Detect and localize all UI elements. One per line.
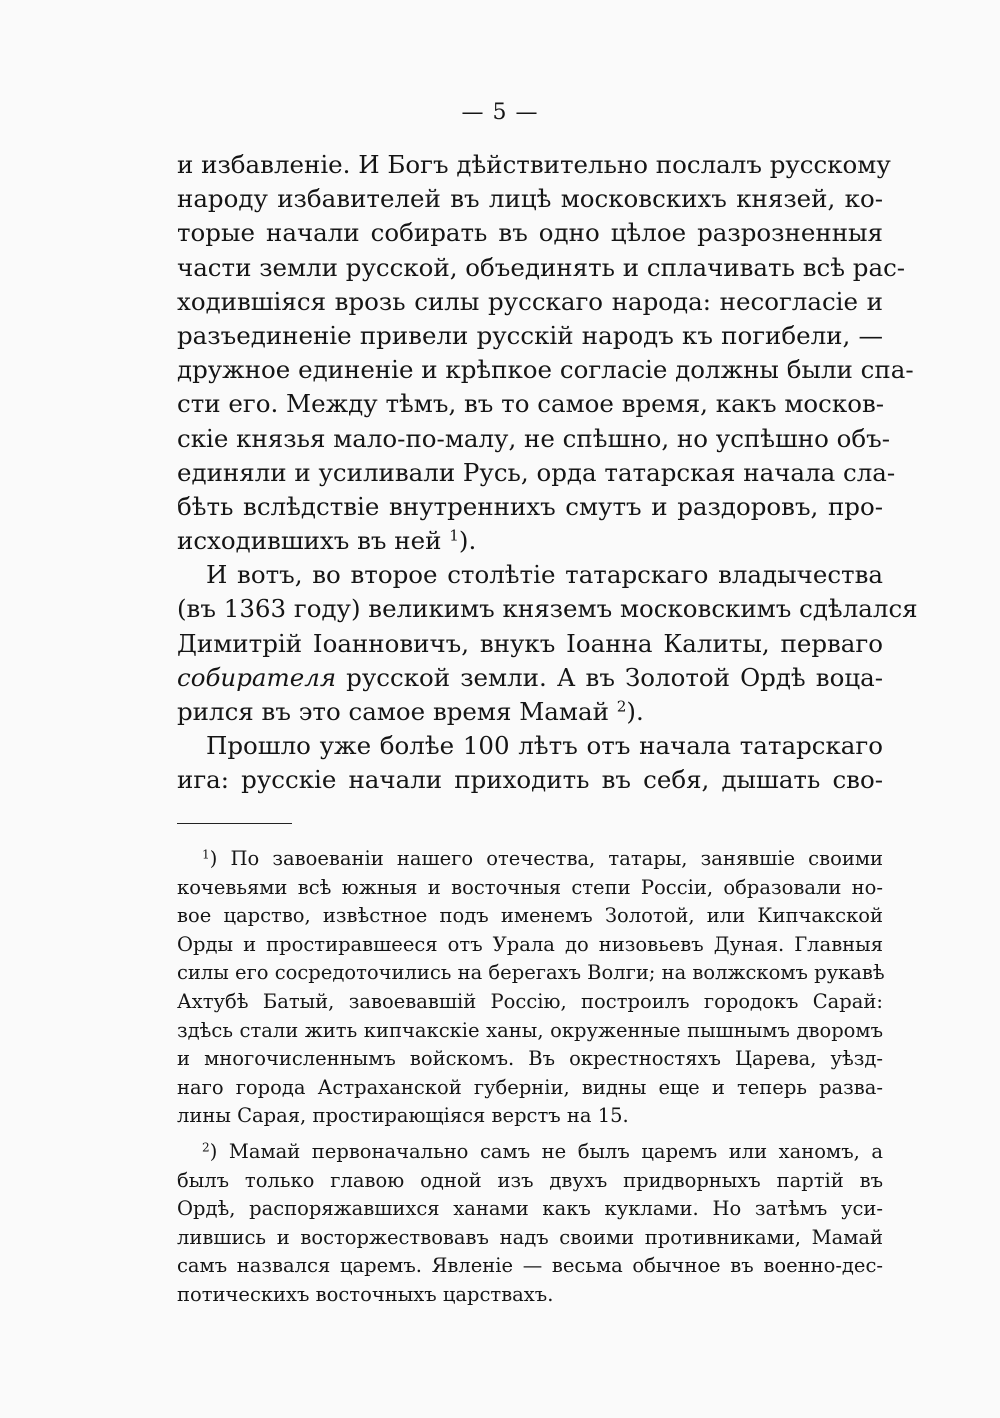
body-line	[177, 524, 883, 558]
footnote-line-text: ) Мамай первоначально самъ не былъ царемъ или ханомъ, а	[209, 1139, 883, 1163]
body-line: части земли русской, объединять и сплачивать всѣ рас-	[177, 252, 906, 282]
body-line: ходившіяся врозь силы русскаго народа: несогласіе и	[177, 286, 883, 316]
footnote-line: Ордѣ, распоряжавшихся ханами какъ куклами. Но затѣмъ уси-	[177, 1197, 883, 1221]
footnote-line: былъ только главою одной изъ двухъ придворныхъ партій въ	[177, 1168, 883, 1192]
body-line	[177, 695, 883, 729]
body-line: дружное единеніе и крѣпкое согласіе должны были спа-	[177, 355, 914, 385]
footnote-marker: 1	[202, 847, 210, 862]
body-line: Прошло уже болѣе 100 лѣтъ отъ начала татарскаго	[206, 731, 883, 761]
footnote-line: и многочисленнымъ войскомъ. Въ окрестностяхъ Царева, уѣзд-	[177, 1047, 883, 1071]
body-line: (въ 1363 году) великимъ княземъ московскимъ сдѣлался	[177, 594, 918, 624]
body-line: бѣть вслѣдствіе внутреннихъ смутъ и раздоровъ, про-	[177, 491, 883, 521]
footnote-line: лины Сарая, простирающіяся верстъ на 15.	[177, 1104, 629, 1128]
footnote-line: силы его сосредоточились на берегахъ Волги; на волжскомъ рукавѣ	[177, 961, 885, 985]
body-line	[177, 661, 883, 695]
footnote-line: кочевьями всѣ южныя и восточныя степи Россіи, образовали но-	[177, 875, 883, 899]
footnote-line	[177, 1138, 883, 1167]
body-line: И вотъ, во второе столѣтіе татарскаго владычества	[206, 560, 883, 590]
body-line-text: исходившихъ въ ней	[177, 526, 442, 556]
footnote-line: Ахтубѣ Батый, завоевавшій Россію, построилъ городокъ Сарай:	[177, 989, 883, 1013]
body-line-end: ).	[626, 697, 644, 726]
footnote-1	[177, 845, 883, 1131]
footnote-line	[177, 845, 883, 874]
body-line-end: ).	[458, 526, 477, 556]
main-text	[177, 148, 918, 798]
body-line: и избавленіе. И Богъ дѣйствительно послалъ русскому	[177, 150, 891, 179]
body-line: торые начали собирать въ одно цѣлое разрозненныя	[177, 218, 883, 248]
footnote-line: вое царство, извѣстное подъ именемъ Золотой, или Кипчакской	[177, 904, 883, 928]
footnote-line: потическихъ восточныхъ царствахъ.	[177, 1282, 554, 1306]
body-line: разъединеніе привели русскій народъ къ погибели, —	[177, 320, 883, 350]
page-number: — 5 —	[461, 100, 539, 125]
footnote-ref-2[interactable]: 2	[616, 697, 627, 716]
footnote-marker: 2	[202, 1140, 210, 1155]
body-line: скіе князья мало-по-малу, не спѣшно, но успѣшно объ-	[177, 423, 891, 453]
body-line: единяли и усиливали Русь, орда татарская начала сла-	[177, 457, 896, 487]
footnote-line-text: ) По завоеваніи нашего отечества, татары, занявшіе своими	[209, 847, 883, 870]
italic-word: собирателя	[177, 662, 337, 692]
footnote-2	[177, 1138, 883, 1310]
body-line-text: русской земли. А въ Золотой Ордѣ воца-	[346, 662, 883, 692]
body-line: сти его. Между тѣмъ, въ то самое время, какъ москов-	[177, 389, 885, 419]
footnote-line: здѣсь стали жить кипчакскіе ханы, окруженные пышнымъ дворомъ	[177, 1018, 883, 1042]
footnote-line: лившись и восторжествовавъ надъ своими противниками, Мамай	[177, 1225, 883, 1249]
body-line: ига: русскіе начали приходить въ себя, дышать сво-	[177, 765, 883, 795]
body-line-text: рился въ это самое время Мамай	[177, 697, 609, 726]
footnote-ref-1[interactable]: 1	[449, 526, 459, 545]
footnote-line: наго города Астраханской губерніи, видны еще и теперь разва-	[177, 1075, 883, 1099]
footnote-divider	[177, 823, 292, 824]
body-line: Димитрій Іоанновичъ, внукъ Іоанна Калиты, перваго	[177, 628, 883, 658]
footnotes	[177, 845, 883, 1317]
body-line: народу избавителей въ лицѣ московскихъ князей, ко-	[177, 184, 883, 214]
footnote-line: самъ назвался царемъ. Явленіе — весьма обычное въ военно-дес-	[177, 1254, 883, 1278]
footnote-line: Орды и простиравшееся отъ Урала до низовьевъ Дуная. Главныя	[177, 932, 883, 956]
